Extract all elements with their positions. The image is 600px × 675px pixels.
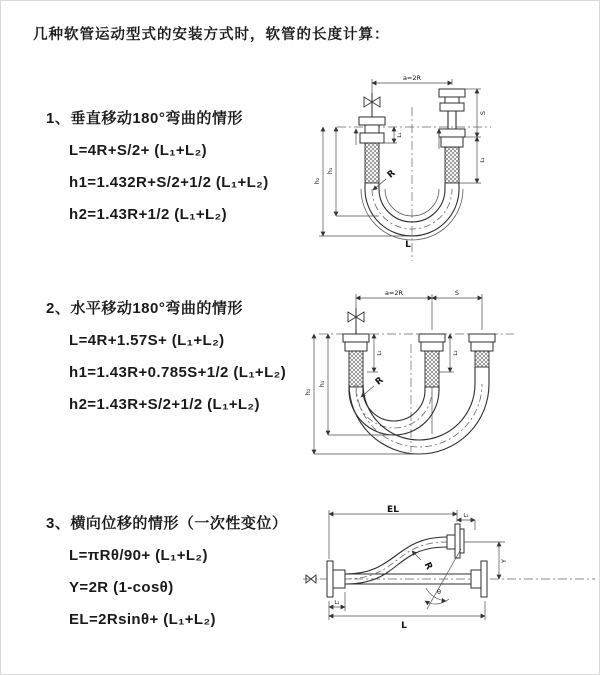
dim-l1-label: L₁	[334, 600, 340, 606]
section-3-heading: 3、横向位移的情形（一次性变位）	[46, 515, 288, 532]
left-fitting	[343, 334, 369, 387]
dim-l2-label: L₂	[480, 157, 486, 163]
right-flange	[471, 561, 487, 597]
formula-L: L=4R+1.57S+ (L₁+L₂)	[69, 332, 225, 349]
dim-el-label: EL	[387, 505, 399, 515]
dim-s-label: S	[454, 289, 460, 297]
formula-L: L=πRθ/90+ (L₁+L₂)	[69, 547, 208, 564]
diagram-vertical-180-bend	[309, 69, 599, 269]
radius-label: R	[385, 168, 398, 181]
section-lateral-displacement	[46, 508, 316, 636]
formula-h1: h1=1.432R+S/2+1/2 (L₁+L₂)	[69, 174, 269, 191]
section-2-heading: 2、水平移动180°弯曲的情形	[46, 300, 243, 317]
dimensions	[313, 74, 487, 250]
dim-y-label: Y	[500, 559, 508, 563]
dim-l2-label: L₂	[453, 350, 459, 356]
dim-a2r-label: a=2R	[402, 74, 422, 82]
dimensions	[304, 289, 482, 454]
radius-label: R	[373, 375, 386, 388]
dim-l1-label: L₁	[397, 132, 403, 138]
formula-Y: Y=2R (1-cosθ)	[69, 579, 174, 596]
formula-h1: h1=1.43R+0.785S+1/2 (L₁+L₂)	[69, 364, 287, 381]
formula-h2: h2=1.43R+S/2+1/2 (L₁+L₂)	[69, 396, 260, 413]
radius-label: R	[421, 560, 434, 572]
dim-h1-label: h₁	[318, 380, 326, 388]
length-label: L	[405, 240, 411, 250]
upper-flange	[447, 524, 464, 558]
page-title: 几种软管运动型式的安装方式时，软管的长度计算：	[33, 27, 390, 43]
dim-l2-label: L₂	[463, 513, 469, 519]
dim-a2r-label: a=2R	[384, 289, 404, 297]
formula-EL: EL=2Rsinθ+ (L₁+L₂)	[69, 611, 216, 628]
dim-h2-label: h₂	[313, 177, 321, 185]
right-fitting	[469, 334, 495, 367]
dim-s-label: S	[479, 110, 487, 116]
section-horizontal-180	[46, 293, 316, 421]
angle-theta-label: θ	[437, 588, 441, 596]
formula-L: L=4R+S/2+ (L₁+L₂)	[69, 142, 208, 159]
right-fitting	[439, 89, 465, 183]
centerlines	[337, 107, 491, 261]
diagram-horizontal-180-bend	[304, 284, 599, 464]
section-1-heading: 1、垂直移动180°弯曲的情形	[46, 110, 243, 127]
dim-h1-label: h₁	[326, 167, 334, 175]
hose-u-bends	[349, 367, 489, 454]
left-flange	[327, 561, 345, 597]
length-label: L	[401, 621, 407, 631]
middle-fitting	[419, 334, 445, 387]
section-vertical-180	[46, 103, 316, 231]
dim-l1-label: L₁	[377, 350, 383, 356]
dim-h2-label: h₂	[304, 388, 312, 396]
formula-h2: h2=1.43R+1/2 (L₁+L₂)	[69, 206, 228, 223]
diagram-lateral-displacement	[299, 504, 599, 644]
